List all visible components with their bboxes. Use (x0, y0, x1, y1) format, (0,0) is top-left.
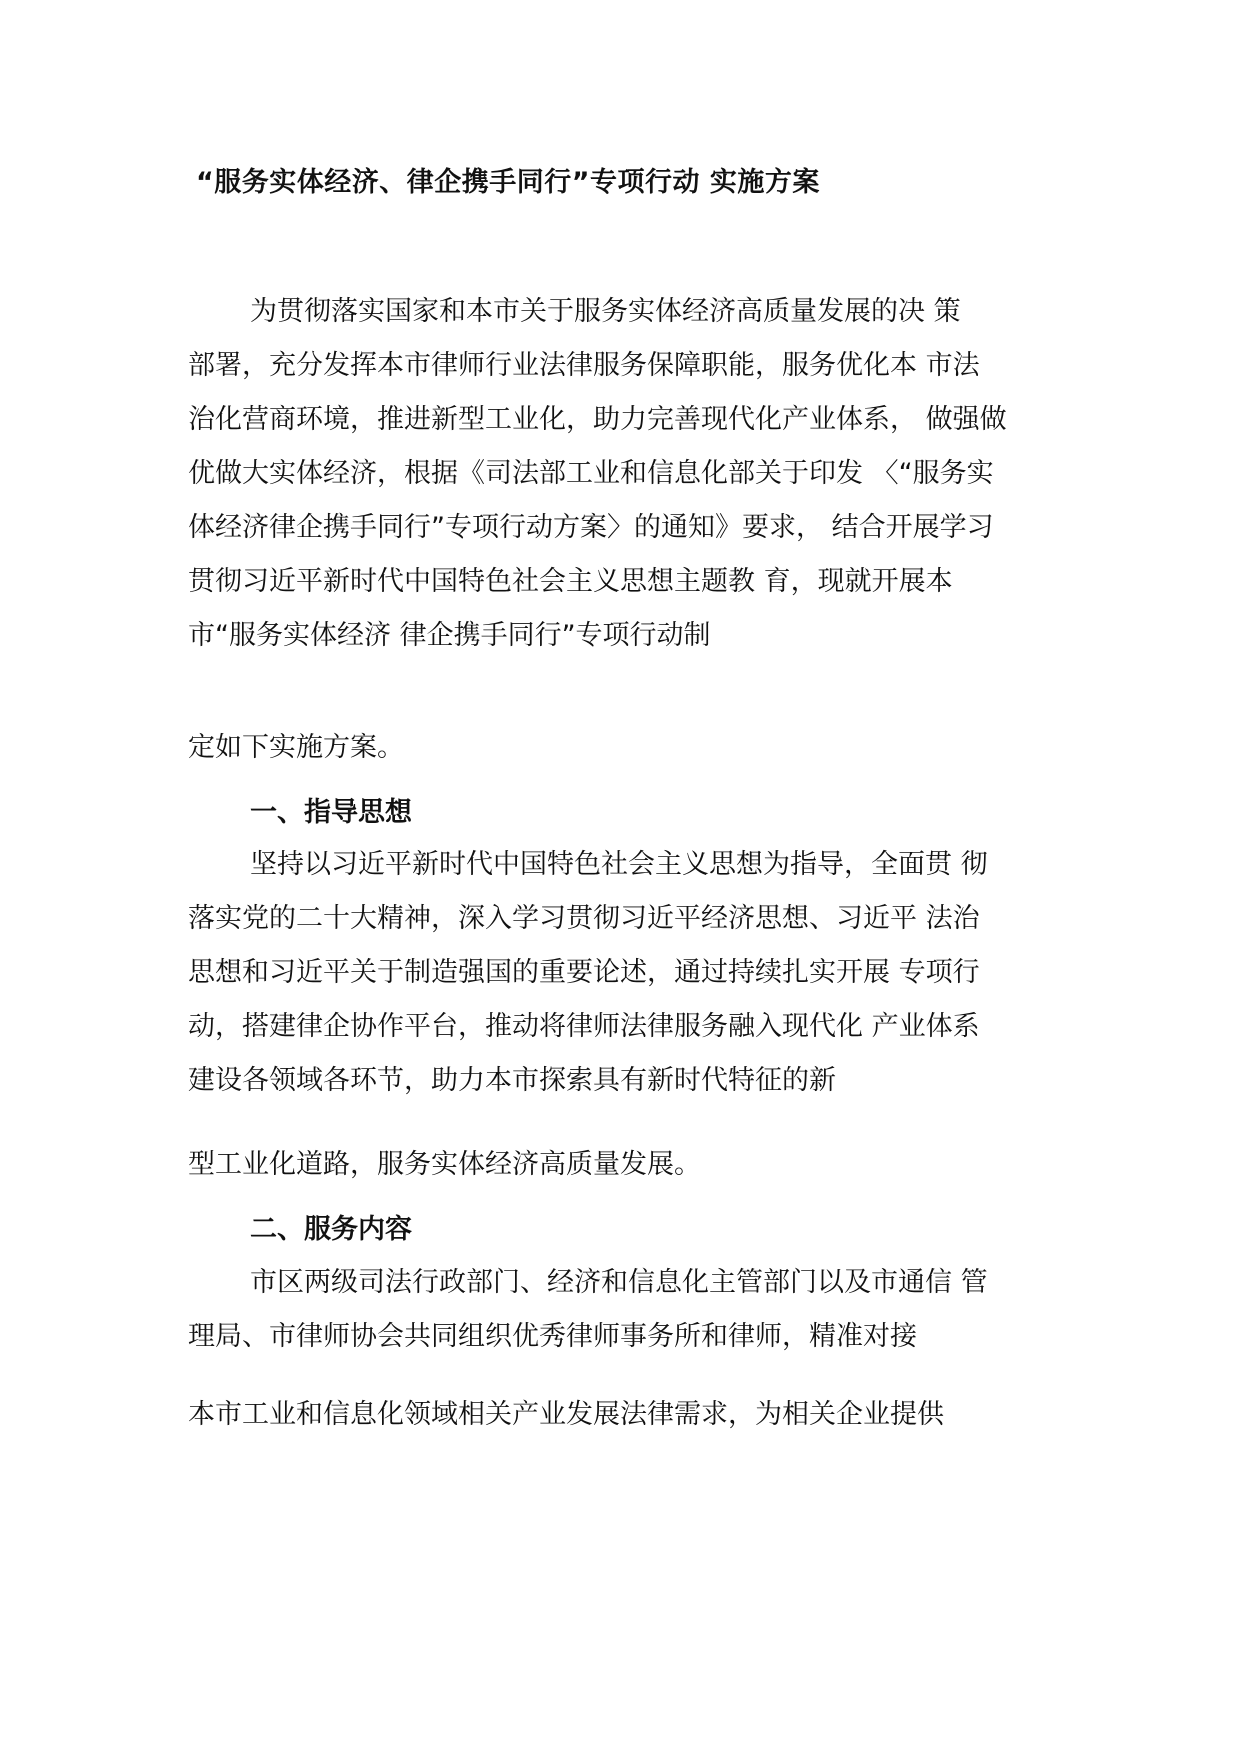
section-heading-service-content: 二、服务内容 (250, 1214, 412, 1245)
section-heading-guiding-ideology: 一、指导思想 (250, 797, 412, 828)
intro-line: 优做大实体经济，根据《司法部工业和信息化部关于印发 〈“服务实 (188, 458, 994, 489)
section1-line: 思想和习近平关于制造强国的重要论述，通过持续扎实开展 专项行 (188, 957, 980, 988)
section1-line: 建设各领域各环节，助力本市探索具有新时代特征的新 (188, 1065, 836, 1096)
intro-line: 治化营商环境，推进新型工业化，助力完善现代化产业体系， 做强做 (188, 404, 1007, 435)
section1-line: 坚持以习近平新时代中国特色社会主义思想为指导，全面贯 彻 (250, 849, 988, 880)
document-title: “服务实体经济、律企携手同行”专项行动 实施方案 (196, 167, 820, 198)
section2-tail: 本市工业和信息化领域相关产业发展法律需求，为相关企业提供 (188, 1399, 944, 1430)
intro-line: 部署，充分发挥本市律师行业法律服务保障职能，服务优化本 市法 (188, 350, 980, 381)
section1-line: 落实党的二十大精神，深入学习贯彻习近平经济思想、习近平 法治 (188, 903, 980, 934)
section1-tail: 型工业化道路，服务实体经济高质量发展。 (188, 1149, 701, 1180)
intro-tail: 定如下实施方案。 (188, 732, 404, 763)
section1-line: 动，搭建律企协作平台，推动将律师法律服务融入现代化 产业体系 (188, 1011, 980, 1042)
intro-line: 贯彻习近平新时代中国特色社会主义思想主题教 育，现就开展本 (188, 566, 953, 597)
intro-paragraph (188, 285, 1068, 663)
section2-line: 理局、市律师协会共同组织优秀律师事务所和律师，精准对接 (188, 1321, 917, 1352)
intro-line: 体经济律企携手同行”专项行动方案〉的通知》要求， 结合开展学习 (188, 512, 994, 543)
section2-paragraph (188, 1256, 1068, 1364)
intro-line: 市“服务实体经济 律企携手同行”专项行动制 (188, 620, 711, 651)
intro-line: 为贯彻落实国家和本市关于服务实体经济高质量发展的决 策 (250, 296, 961, 327)
section1-paragraph (188, 838, 1068, 1108)
section2-line: 市区两级司法行政部门、经济和信息化主管部门以及市通信 管 (250, 1267, 988, 1298)
